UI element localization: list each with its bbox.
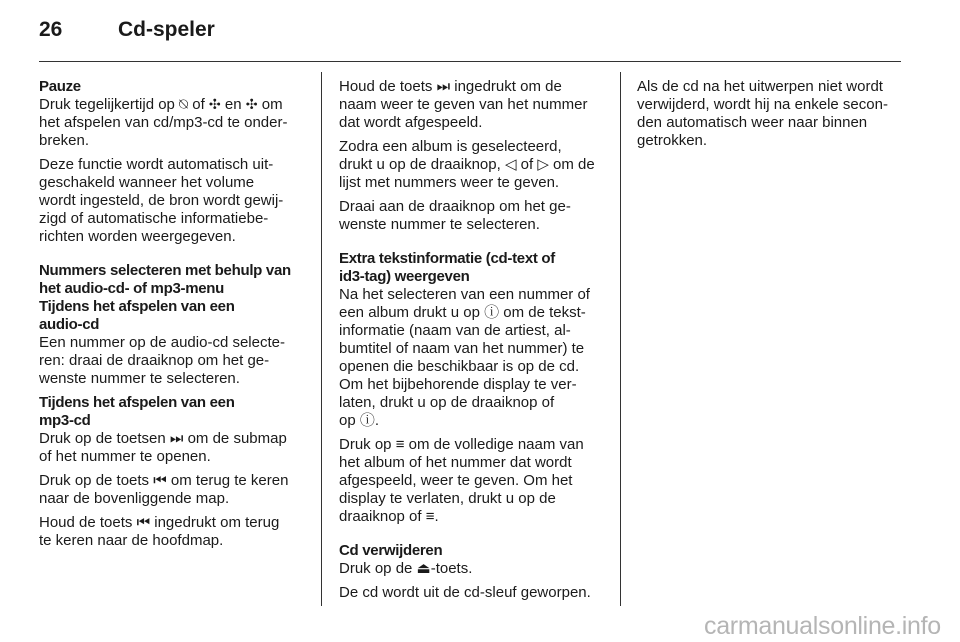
text-line: breken.	[39, 132, 90, 149]
text-line: Houd de toets ⏮ ingedrukt om terug	[39, 514, 280, 531]
eject-paragraph-1: Druk op de ⏏-toets.	[339, 560, 473, 577]
album-paragraph	[339, 138, 607, 192]
column-divider-1	[321, 72, 322, 606]
text-line: geschakeld wanneer het volume	[39, 174, 255, 191]
text-line: lijst met nummers weer te geven.	[339, 174, 560, 191]
text-line: richten worden weergegeven.	[39, 228, 236, 245]
text-line: het album of het nummer dat wordt	[339, 454, 572, 471]
heading-line: Tijdens het afspelen van een	[39, 298, 235, 315]
heading-line: mp3-cd	[39, 412, 91, 429]
audiocd-paragraph	[39, 334, 309, 388]
mp3cd-heading	[39, 394, 309, 430]
watermark: carmanualsonline.info	[704, 612, 941, 640]
text-line: Druk op ≡ om de volledige naam van	[339, 436, 584, 453]
text-line: Houd de toets ⏭ ingedrukt om de	[339, 78, 562, 95]
text-line: of het nummer te openen.	[39, 448, 211, 465]
auto-paragraph	[39, 156, 309, 246]
mp3cd-paragraph-3	[39, 514, 309, 550]
select-paragraph	[339, 198, 607, 234]
heading-line: Nummers selecteren met behulp van	[39, 262, 291, 279]
text-line: laten, drukt u op de draaiknop of	[339, 394, 555, 411]
heading-line: audio-cd	[39, 316, 100, 333]
text-line: getrokken.	[637, 132, 708, 149]
text-line: een album drukt u op ⓘ om de tekst-	[339, 304, 586, 321]
text-line: informatie (naam van de artiest, al-	[339, 322, 571, 339]
text-line: zigd of automatische informatiebe-	[39, 210, 269, 227]
text-line: Een nummer op de audio-cd selecte-	[39, 334, 285, 351]
text-line: naar de bovenliggende map.	[39, 490, 230, 507]
text-line: wenste nummer te selecteren.	[339, 216, 540, 233]
heading-line: Tijdens het afspelen van een	[39, 394, 235, 411]
heading-line: het audio-cd- of mp3-menu	[39, 280, 224, 297]
column-2	[339, 78, 607, 608]
pauze-heading: Pauze	[39, 78, 81, 95]
retract-paragraph	[637, 78, 905, 150]
text-line: naam weer te geven van het nummer	[339, 96, 588, 113]
heading-line: id3-tag) weergeven	[339, 268, 470, 285]
text-line: afgespeeld, weer te geven. Om het	[339, 472, 573, 489]
text-line: op ⓘ.	[339, 412, 380, 429]
text-line: Als de cd na het uitwerpen niet wordt	[637, 78, 883, 95]
extra-paragraph	[339, 286, 607, 430]
header-rule	[39, 61, 901, 62]
text-line: draaiknop of ≡.	[339, 508, 439, 525]
mp3cd-paragraph-2	[39, 472, 309, 508]
text-line: Na het selecteren van een nummer of	[339, 286, 590, 303]
text-line: het afspelen van cd/mp3-cd te onder-	[39, 114, 288, 131]
name-paragraph	[339, 78, 607, 132]
text-line: den automatisch weer naar binnen	[637, 114, 868, 131]
extra-heading	[339, 250, 607, 286]
text-line: Om het bijbehorende display te ver-	[339, 376, 577, 393]
column-divider-2	[620, 72, 621, 606]
eject-paragraph-2: De cd wordt uit de cd-sleuf geworpen.	[339, 584, 591, 601]
text-line: openen die beschikbaar is op de cd.	[339, 358, 580, 375]
chapter-title: Cd-speler	[118, 18, 215, 41]
text-line: wordt ingesteld, de bron wordt gewij-	[39, 192, 284, 209]
nummers-heading	[39, 262, 309, 298]
text-line: Druk op de toets ⏮ om terug te keren	[39, 472, 289, 489]
text-line: bumtitel of naam van het nummer) te	[339, 340, 585, 357]
text-line: ren: draai de draaiknop om het ge-	[39, 352, 270, 369]
text-line: Zodra een album is geselecteerd,	[339, 138, 562, 155]
pauze-paragraph	[39, 96, 309, 150]
text-line: display te verlaten, drukt u op de	[339, 490, 556, 507]
heading-line: Extra tekstinformatie (cd-text of	[339, 250, 555, 267]
eject-heading: Cd verwijderen	[339, 542, 443, 559]
column-1	[39, 78, 309, 556]
text-line: verwijderd, wordt hij na enkele secon-	[637, 96, 888, 113]
text-line: Druk tegelijkertijd op ⍉ of ✣ en ✣ om	[39, 96, 283, 113]
text-line: wenste nummer te selecteren.	[39, 370, 240, 387]
text-line: dat wordt afgespeeld.	[339, 114, 483, 131]
menu-paragraph	[339, 436, 607, 526]
mp3cd-paragraph-1	[39, 430, 309, 466]
column-3	[637, 78, 905, 156]
text-line: drukt u op de draaiknop, ◁ of ▷ om de	[339, 156, 595, 173]
text-line: Draai aan de draaiknop om het ge-	[339, 198, 571, 215]
audiocd-heading	[39, 298, 309, 334]
text-line: te keren naar de hoofdmap.	[39, 532, 224, 549]
page-number: 26	[39, 18, 63, 41]
text-line: Druk op de toetsen ⏭ om de submap	[39, 430, 287, 447]
text-line: Deze functie wordt automatisch uit-	[39, 156, 274, 173]
